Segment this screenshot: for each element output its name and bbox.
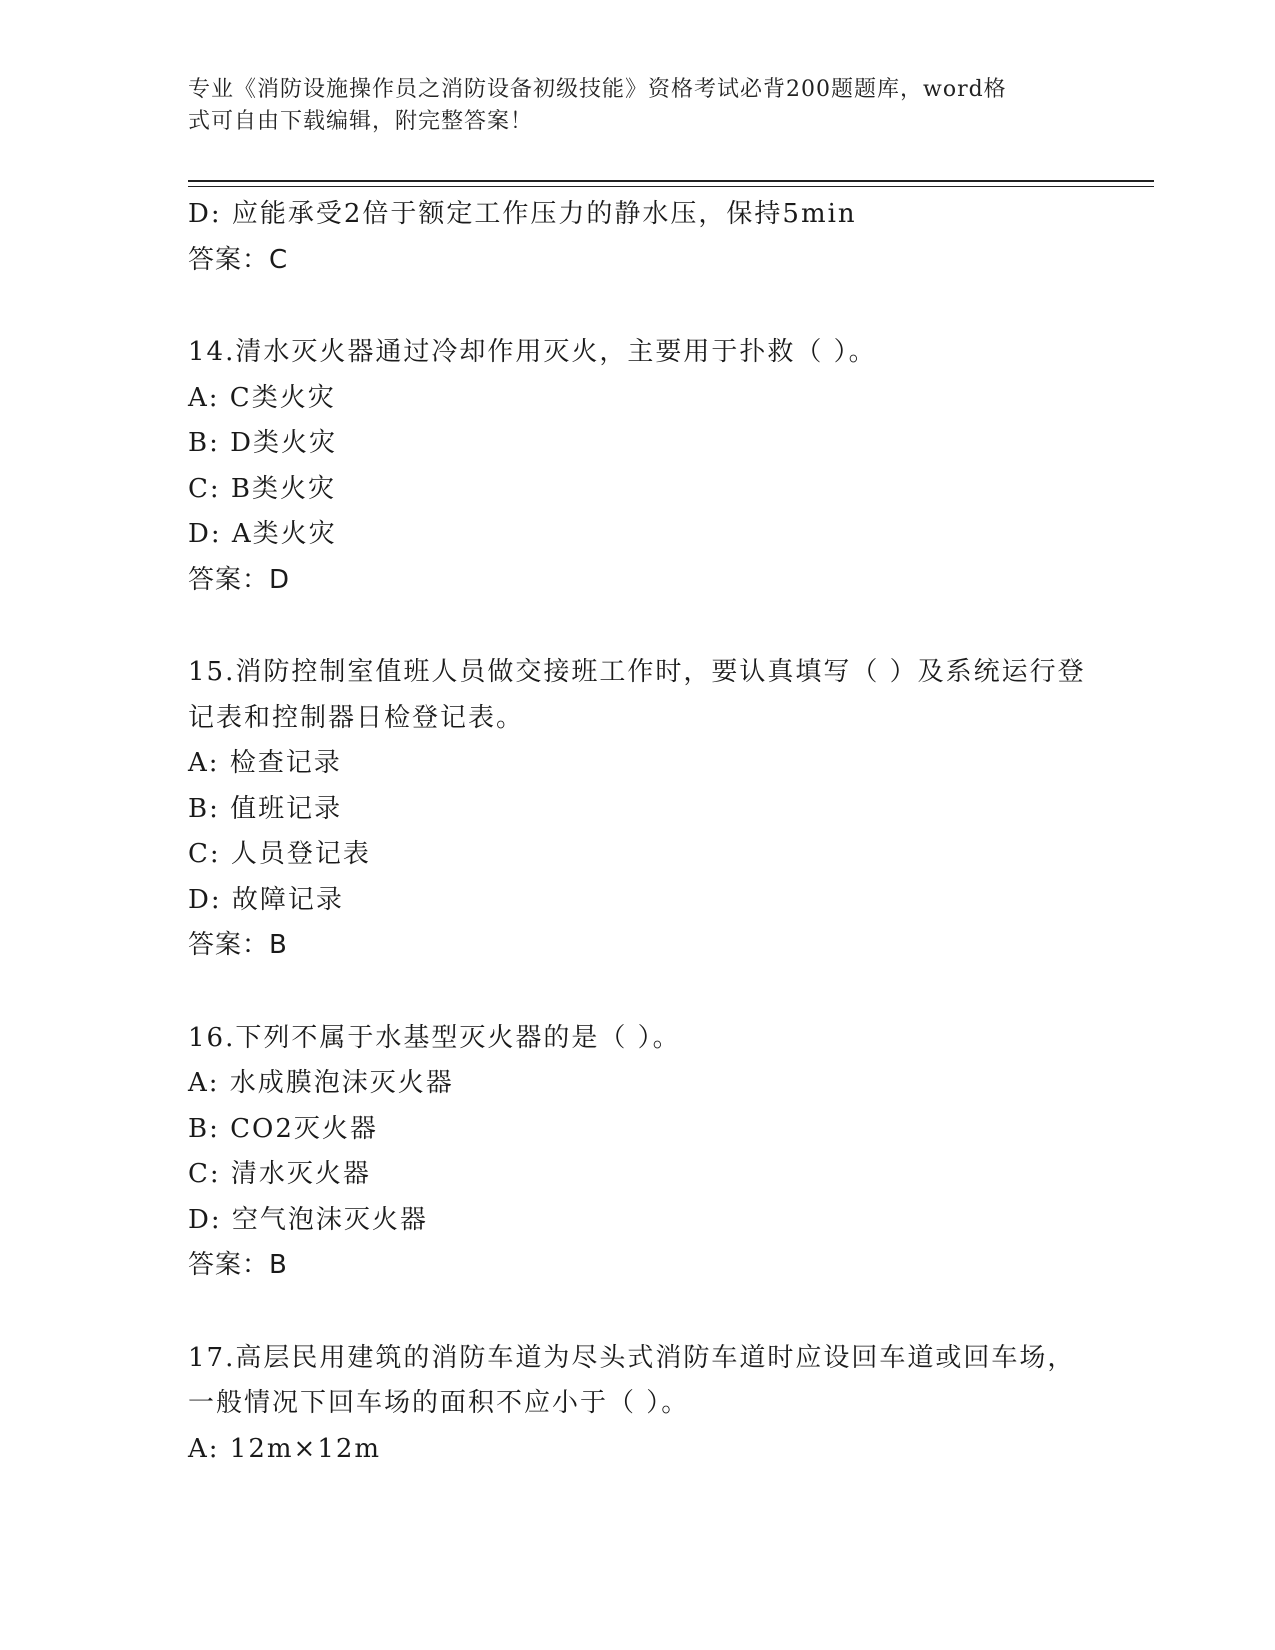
question-stem: 16.下列不属于水基型灭火器的是（ ）。: [188, 1022, 681, 1053]
document-header: [188, 74, 1088, 138]
option-a: A: 水成膜泡沫灭火器: [188, 1068, 454, 1098]
header-line-2: 式可自由下载编辑，附完整答案！: [188, 109, 534, 134]
answer-line: 答案：C: [188, 244, 289, 275]
question-14: [188, 330, 1088, 603]
option-d: D: A类火灾: [188, 519, 337, 549]
header-divider-thin: [188, 186, 1154, 187]
option-b: B: D类火灾: [188, 428, 337, 458]
option-c: C: B类火灾: [188, 473, 337, 504]
question-13-tail: [188, 192, 1088, 283]
question-17: [188, 1336, 1088, 1473]
option-d: D: 空气泡沫灭火器: [188, 1204, 428, 1235]
answer-line: 答案：B: [188, 930, 288, 960]
option-c: C: 人员登记表: [188, 839, 371, 869]
question-stem: 14.清水灭火器通过冷却作用灭火，主要用于扑救（ ）。: [188, 337, 877, 367]
option-c: C: 清水灭火器: [188, 1159, 371, 1189]
answer-line: 答案：D: [188, 564, 291, 595]
option-b: B: CO2灭火器: [188, 1113, 378, 1144]
option-d: D: 故障记录: [188, 884, 344, 915]
header-line-1: 专业《消防设施操作员之消防设备初级技能》资格考试必背200题题库，word格: [188, 77, 1007, 102]
header-divider-thick: [188, 180, 1154, 182]
option-b: B: 值班记录: [188, 793, 343, 824]
question-stem: 17.高层民用建筑的消防车道为尽头式消防车道时应设回车道或回车场，一般情况下回车场的面积不应小于（ ）。: [188, 1342, 1076, 1418]
question-16: [188, 1016, 1088, 1289]
option-d: D: 应能承受2倍于额定工作压力的静水压，保持5min: [188, 199, 857, 229]
question-list: [188, 192, 1088, 1472]
question-15: [188, 650, 1088, 969]
question-stem: 15.消防控制室值班人员做交接班工作时，要认真填写（ ）及系统运行登记表和控制器日检登记表。: [188, 657, 1086, 733]
option-a: A: C类火灾: [188, 382, 336, 413]
option-a: A: 检查记录: [188, 748, 342, 778]
answer-line: 答案：B: [188, 1250, 288, 1280]
option-a: A: 12m×12m: [188, 1433, 382, 1464]
